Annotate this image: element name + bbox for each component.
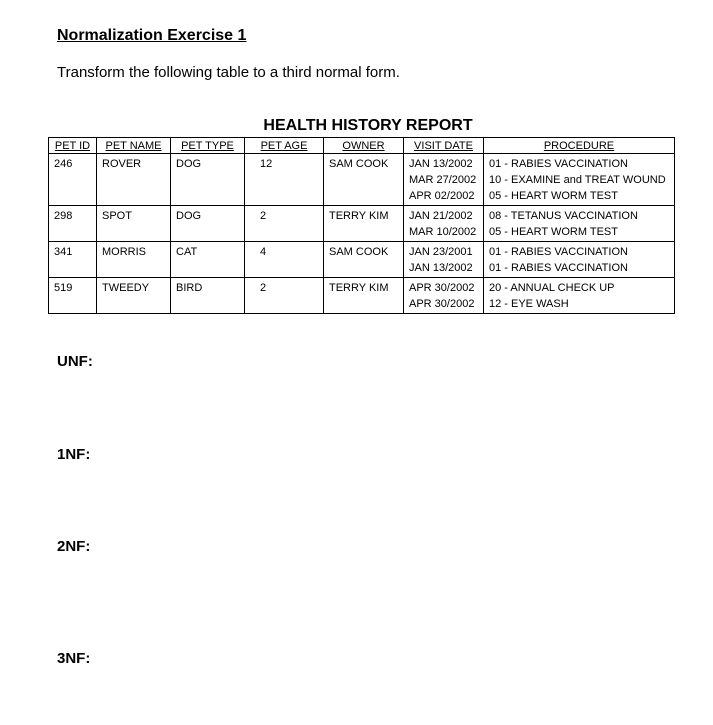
owner-cell: TERRY KIM (324, 206, 404, 242)
document-title: Normalization Exercise 1 (57, 27, 247, 44)
visit-date: MAR 10/2002 (409, 226, 477, 238)
visit-date-cell (404, 154, 484, 206)
owner-cell: SAM COOK (324, 242, 404, 278)
pet-id-cell: 519 (49, 278, 97, 314)
procedure-cell (484, 278, 675, 314)
procedure: 05 - HEART WORM TEST (489, 190, 618, 202)
instruction-text: Transform the following table to a third normal form. (57, 64, 400, 81)
procedure: 01 - RABIES VACCINATION (489, 262, 628, 274)
procedure: 10 - EXAMINE and TREAT WOUND (489, 174, 666, 186)
2nf-label: 2NF: (57, 538, 91, 555)
pet-age-cell: 2 (245, 206, 324, 242)
table-row (49, 206, 675, 242)
procedure: 08 - TETANUS VACCINATION (489, 210, 638, 222)
column-header: OWNER (324, 138, 404, 154)
owner-cell: SAM COOK (324, 154, 404, 206)
procedure: 01 - RABIES VACCINATION (489, 158, 628, 170)
visit-date: MAR 27/2002 (409, 174, 477, 186)
column-header: PET AGE (245, 138, 324, 154)
pet-type-cell: DOG (171, 206, 245, 242)
visit-date: APR 02/2002 (409, 190, 475, 202)
procedure: 01 - RABIES VACCINATION (489, 246, 628, 258)
pet-type-cell: BIRD (171, 278, 245, 314)
owner-cell: TERRY KIM (324, 278, 404, 314)
column-header: PET NAME (97, 138, 171, 154)
unf-label: UNF: (57, 353, 93, 370)
visit-date: APR 30/2002 (409, 282, 475, 294)
visit-date-cell (404, 206, 484, 242)
pet-name-cell: TWEEDY (97, 278, 171, 314)
procedure-cell (484, 206, 675, 242)
procedure-cell (484, 154, 675, 206)
visit-date-cell (404, 242, 484, 278)
1nf-label: 1NF: (57, 446, 91, 463)
procedure: 05 - HEART WORM TEST (489, 226, 618, 238)
table-row (49, 154, 675, 206)
procedure-cell (484, 242, 675, 278)
procedure: 12 - EYE WASH (489, 298, 569, 310)
column-header: PET ID (49, 138, 97, 154)
pet-name-cell: SPOT (97, 206, 171, 242)
visit-date: APR 30/2002 (409, 298, 475, 310)
pet-age-cell: 2 (245, 278, 324, 314)
report-title: HEALTH HISTORY REPORT (263, 117, 473, 134)
pet-id-cell: 246 (49, 154, 97, 206)
table-header-row (49, 138, 675, 154)
pet-id-cell: 341 (49, 242, 97, 278)
table-row (49, 242, 675, 278)
column-header: PROCEDURE (484, 138, 675, 154)
visit-date: JAN 21/2002 (409, 210, 473, 222)
table-row (49, 278, 675, 314)
pet-type-cell: DOG (171, 154, 245, 206)
procedure: 20 - ANNUAL CHECK UP (489, 282, 615, 294)
visit-date: JAN 23/2001 (409, 246, 473, 258)
3nf-label: 3NF: (57, 650, 91, 667)
pet-name-cell: ROVER (97, 154, 171, 206)
pet-id-cell: 298 (49, 206, 97, 242)
visit-date-cell (404, 278, 484, 314)
column-header: PET TYPE (171, 138, 245, 154)
health-history-table (48, 137, 675, 314)
pet-type-cell: CAT (171, 242, 245, 278)
pet-age-cell: 12 (245, 154, 324, 206)
visit-date: JAN 13/2002 (409, 158, 473, 170)
column-header: VISIT DATE (404, 138, 484, 154)
visit-date: JAN 13/2002 (409, 262, 473, 274)
pet-age-cell: 4 (245, 242, 324, 278)
pet-name-cell: MORRIS (97, 242, 171, 278)
